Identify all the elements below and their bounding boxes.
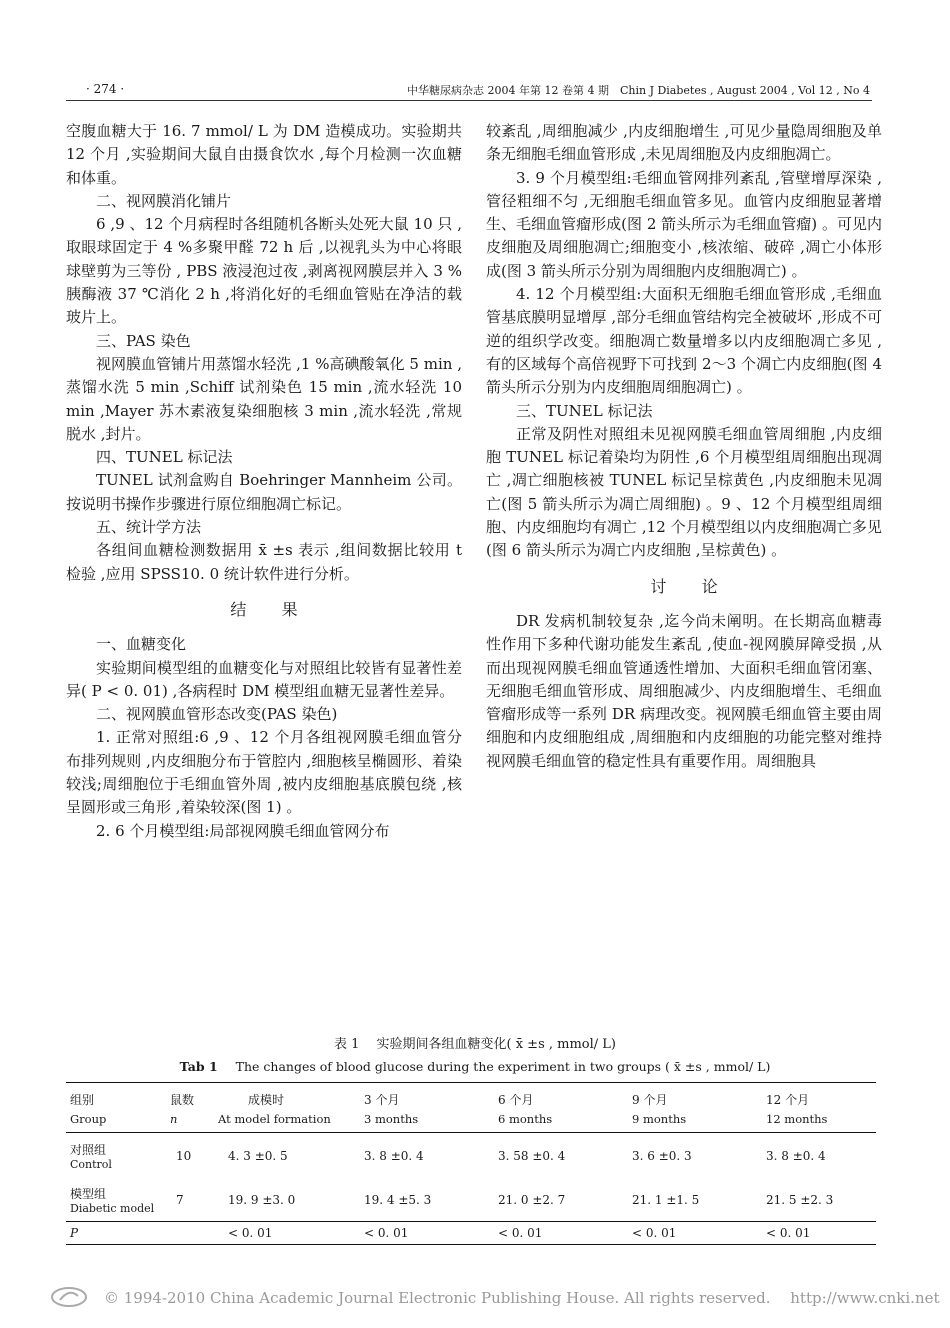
- subsection-heading: 二、视网膜血管形态改变(PAS 染色): [96, 705, 338, 724]
- copyright-text: © 1994-2010 China Academic Journal Electronic Publishing House. All rights reserved. http://www.cnki.net: [104, 1288, 940, 1307]
- subsection-heading: 三、PAS 染色: [96, 331, 191, 350]
- column-header-en: 12 months: [762, 1110, 876, 1133]
- group-name-cn: 对照组: [70, 1143, 107, 1157]
- subsection-heading: 三、TUNEL 标记法: [516, 401, 653, 420]
- column-header-cn: 3 个月: [360, 1083, 494, 1111]
- p-value-cell: [166, 1222, 214, 1245]
- p-label: P: [66, 1222, 166, 1245]
- column-header-en: At model formation: [214, 1110, 360, 1133]
- table-header-en: [66, 1110, 876, 1133]
- blood-glucose-table: [66, 1082, 876, 1245]
- paragraph: 3. 9 个月模型组:毛细血管网排列紊乱 ,管壁增厚深染 ,管径粗细不匀 ,无细胞毛细血管多见。血管内皮细胞显著增生、毛细血管瘤形成(图 2 箭头所示为毛细血管瘤) 。可见内皮细胞及周细胞凋亡;细胞变小 ,核浓缩、破碎 ,凋亡小体形成(图 3 箭头所示分别为周细胞内皮细胞凋亡) 。: [486, 168, 882, 280]
- group-name-en: Control: [70, 1158, 112, 1171]
- table-cell: 3. 8 ±0. 4: [364, 1149, 424, 1163]
- table-cell: 3. 6 ±0. 3: [632, 1149, 692, 1163]
- paragraph: 2. 6 个月模型组:局部视网膜毛细血管网分布: [96, 821, 390, 840]
- group-name-cn: 模型组: [70, 1187, 107, 1201]
- table-label-cn: 表 1: [333, 1037, 360, 1052]
- table-caption-cn: 实验期间各组血糖变化( x̄ ±s , mmol/ L): [376, 1037, 617, 1052]
- paragraph: 4. 12 个月模型组:大面积无细胞毛细血管形成 ,毛细血管基底膜明显增厚 ,部分毛细血管结构完全被破坏 ,形成不可逆的组织学改变。细胞凋亡数量增多以内皮细胞凋亡多见 ,有的区域每个高倍视野下可找到 2～3 个凋亡内皮细胞(图 4 箭头所示分别为内皮细胞周细胞凋亡) 。: [486, 285, 882, 397]
- column-header-cn: 9 个月: [628, 1083, 762, 1111]
- table-header-cn: [66, 1083, 876, 1111]
- table-label-en: Tab 1: [179, 1059, 218, 1074]
- paragraph: 正常及阴性对照组未见视网膜毛细血管周细胞 ,内皮细胞 TUNEL 标记着染均为阴性 ,6 个月模型组周细胞出现凋亡 ,凋亡细胞核被 TUNEL 标记呈棕黄色 ,内皮细胞未见凋亡(图 5 箭头所示为凋亡周细胞) 。9 、12 个月模型组周细胞、内皮细胞均有凋亡 ,12 个月模型组以内皮细胞凋亡多见(图 6 箭头所示为凋亡内皮细胞 ,呈棕黄色) 。: [486, 424, 882, 560]
- column-header-en: Group: [66, 1110, 166, 1133]
- subsection-heading: 二、视网膜消化铺片: [96, 191, 232, 210]
- header-rule: [66, 100, 872, 101]
- section-heading: 讨论: [650, 576, 753, 596]
- table-cell: 7: [176, 1193, 184, 1207]
- table-caption-en: The changes of blood glucose during the experiment in two groups ( x̄ ±s , mmol/ L): [235, 1059, 771, 1074]
- table-cell: 3. 8 ±0. 4: [766, 1149, 826, 1163]
- paragraph: 视网膜血管铺片用蒸馏水轻洗 ,1 %高碘酸氧化 5 min ,蒸馏水洗 5 min ,Schiff 试剂染色 15 min ,流水轻洗 10 min ,Mayer 苏木素液复染细胞核 3 min ,流水轻洗 ,常规脱水 ,封片。: [66, 354, 462, 443]
- subsection-heading: 五、统计学方法: [96, 518, 202, 537]
- paragraph: 1. 正常对照组:6 ,9 、12 个月各组视网膜毛细血管分布排列规则 ,内皮细胞分布于管腔内 ,细胞核呈椭圆形、着染较浅;周细胞位于毛细血管外周 ,被内皮细胞基底膜包绕 ,核呈圆形或三角形 ,着染较深(图 1) 。: [66, 728, 462, 817]
- column-header-en: n: [166, 1110, 214, 1133]
- p-value-row: [66, 1222, 876, 1245]
- publisher-logo-icon: [50, 1286, 88, 1308]
- p-value-cell: < 0. 01: [762, 1222, 876, 1245]
- group-cell: [66, 1177, 166, 1222]
- group-name-en: Diabetic model: [70, 1202, 155, 1215]
- table-row: [66, 1177, 876, 1222]
- paragraph: 实验期间模型组的血糖变化与对照组比较皆有显著性差异( P < 0. 01) ,各病程时 DM 模型组血糖无显著性差异。: [66, 658, 462, 700]
- table-cell: 3. 58 ±0. 4: [498, 1149, 566, 1163]
- table-cell: 21. 5 ±2. 3: [766, 1193, 834, 1207]
- table-cell: 19. 4 ±5. 3: [364, 1193, 432, 1207]
- paragraph: 6 ,9 、12 个月病程时各组随机各断头处死大鼠 10 只 ,取眼球固定于 4 %多聚甲醛 72 h 后 ,以视乳头为中心将眼球壁剪为三等份 , PBS 液浸泡过夜 ,剥离视网膜层并入 3 %胰酶液 37 ℃消化 2 h ,将消化好的毛细血管贴在净洁的载玻片上。: [66, 215, 462, 327]
- p-value-cell: < 0. 01: [214, 1222, 360, 1245]
- group-cell: [66, 1133, 166, 1178]
- journal-header: 中华糖尿病杂志 2004 年第 12 卷第 4 期 Chin J Diabetes , August 2004 , Vol 12 , No 4: [407, 84, 870, 97]
- p-value-cell: < 0. 01: [360, 1222, 494, 1245]
- paragraph: DR 发病机制较复杂 ,迄今尚未阐明。在长期高血糖毒性作用下多种代谢功能发生紊乱 ,使血-视网膜屏障受损 ,从而出现视网膜毛细血管通透性增加、大面积毛细血管闭塞、无细胞毛细血管形成、周细胞减少、内皮细胞增生、毛细血管瘤形成等一系列 DR 病理改变。视网膜毛细血管主要由周细胞和内皮细胞组成 ,周细胞和内皮细胞的功能完整对维持视网膜毛细血管的稳定性具有重要作用。周细胞具: [486, 611, 882, 770]
- paragraph: 空腹血糖大于 16. 7 mmol/ L 为 DM 造模成功。实验期共 12 个月 ,实验期间大鼠自由摄食饮水 ,每个月检测一次血糖和体重。: [66, 122, 462, 187]
- table-cell: 10: [176, 1149, 192, 1163]
- column-header-cn: 6 个月: [494, 1083, 628, 1111]
- p-value-cell: < 0. 01: [628, 1222, 762, 1245]
- column-header-en: 6 months: [494, 1110, 628, 1133]
- paragraph: 较紊乱 ,周细胞减少 ,内皮细胞增生 ,可见少量隐周细胞及单条无细胞毛细血管形成 ,未见周细胞及内皮细胞凋亡。: [486, 122, 882, 164]
- table-title-en: [0, 1059, 950, 1074]
- table-cell: 19. 9 ±3. 0: [228, 1193, 296, 1207]
- table-row: [66, 1133, 876, 1178]
- section-heading: 结果: [230, 599, 333, 619]
- column-header-cn: 12 个月: [762, 1083, 876, 1111]
- paragraph: TUNEL 试剂盒购自 Boehringer Mannheim 公司。按说明书操作步骤进行原位细胞凋亡标记。: [66, 471, 462, 513]
- column-header-cn: 成模时: [214, 1083, 360, 1111]
- paragraph: 各组间血糖检测数据用 x̄ ±s 表示 ,组间数据比较用 t 检验 ,应用 SPSS10. 0 统计软件进行分析。: [66, 541, 462, 583]
- right-column: [486, 120, 882, 773]
- footer: [50, 1286, 940, 1308]
- table-cell: 4. 3 ±0. 5: [228, 1149, 288, 1163]
- page-number: · 274 ·: [86, 82, 125, 96]
- subsection-heading: 一、血糖变化: [96, 635, 187, 654]
- p-value-cell: < 0. 01: [494, 1222, 628, 1245]
- column-header-cn: 鼠数: [166, 1083, 214, 1111]
- left-column: [66, 120, 462, 843]
- table-cell: 21. 0 ±2. 7: [498, 1193, 566, 1207]
- column-header-cn: 组别: [66, 1083, 166, 1111]
- table-title-cn: [0, 1033, 950, 1052]
- column-header-en: 3 months: [360, 1110, 494, 1133]
- column-header-en: 9 months: [628, 1110, 762, 1133]
- subsection-heading: 四、TUNEL 标记法: [96, 448, 233, 467]
- table-cell: 21. 1 ±1. 5: [632, 1193, 700, 1207]
